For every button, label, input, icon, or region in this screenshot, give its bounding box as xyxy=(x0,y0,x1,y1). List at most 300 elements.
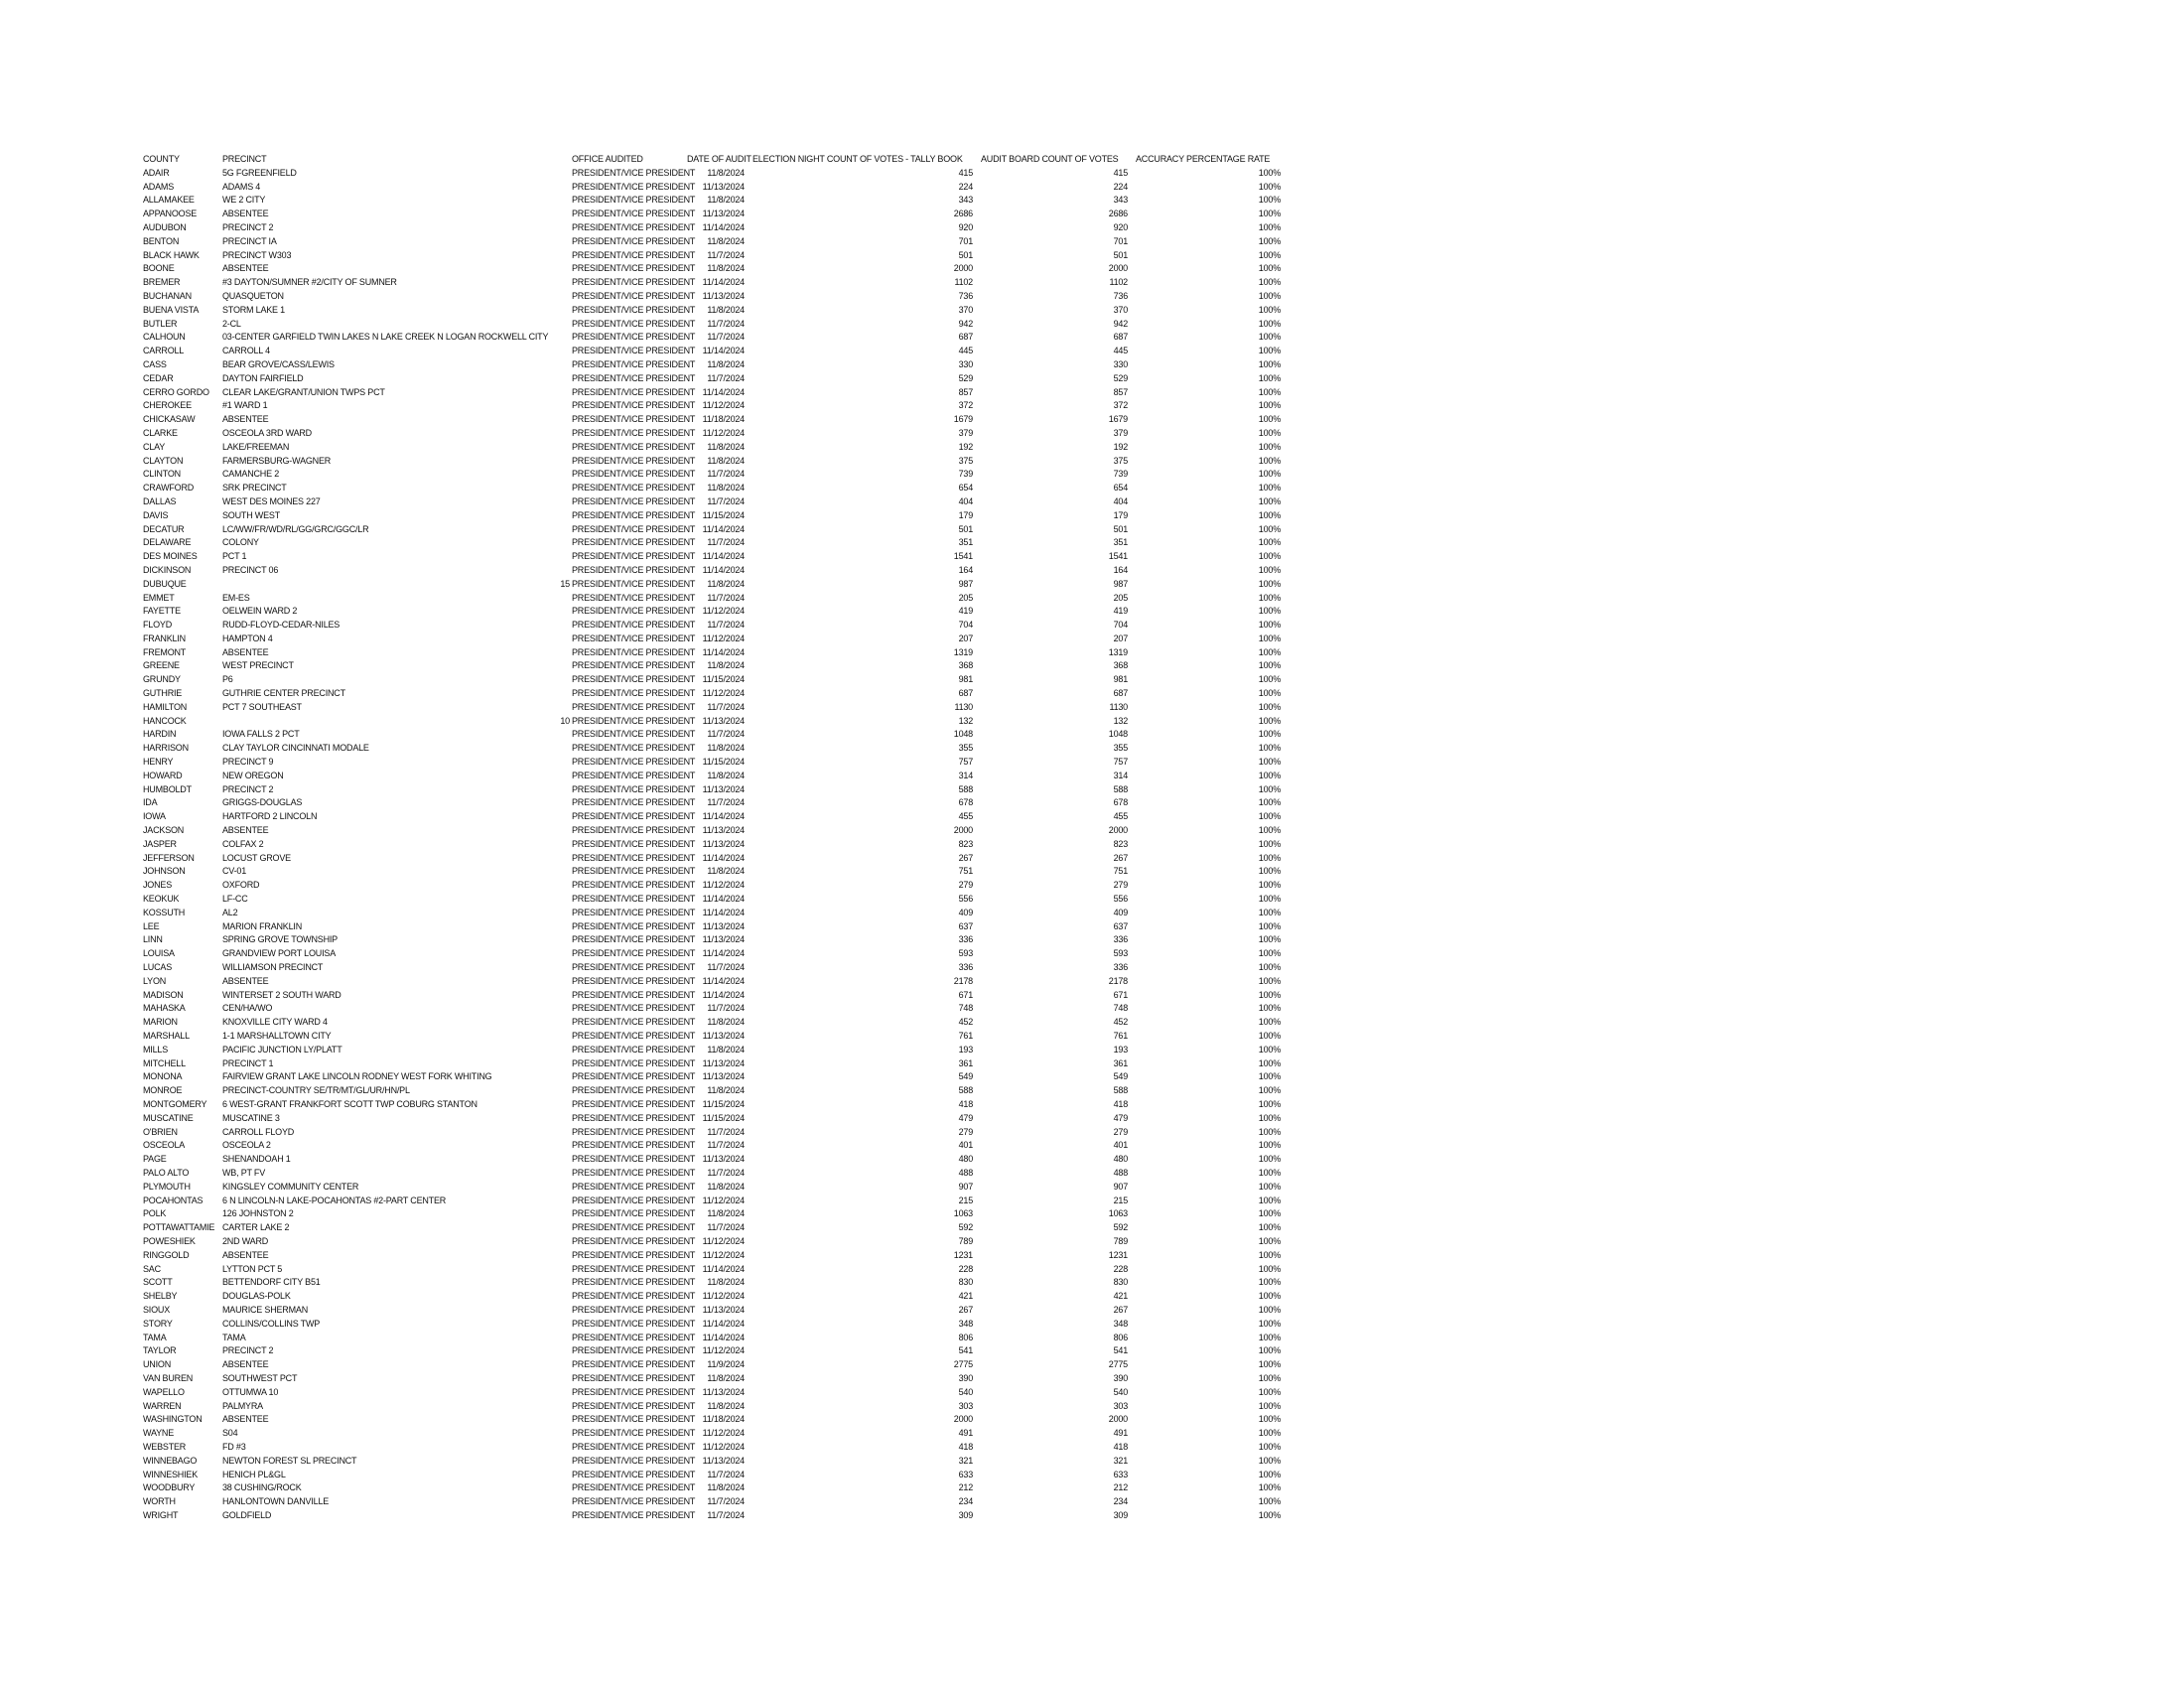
date-cell: 11/12/2024 xyxy=(702,688,745,699)
accuracy-cell: 100% xyxy=(1258,414,1281,425)
note-cell xyxy=(556,989,572,1003)
table-row xyxy=(143,413,1281,427)
date-cell: 11/14/2024 xyxy=(702,646,745,657)
precinct-header: PRECINCT xyxy=(222,154,267,164)
accuracy-cell: 100% xyxy=(1258,1003,1281,1014)
county-cell: APPANOOSE xyxy=(143,209,198,219)
election-night-count-cell: 368 xyxy=(958,660,973,671)
accuracy-cell: 100% xyxy=(1258,1195,1281,1205)
county-cell: HARRISON xyxy=(143,743,189,754)
office-cell: PRESIDENT/VICE PRESIDENT xyxy=(572,564,696,575)
accuracy-cell: 100% xyxy=(1258,441,1281,452)
precinct-cell: ABSENTEE xyxy=(222,209,269,219)
table-row xyxy=(143,578,1281,592)
audit-board-count-cell: 592 xyxy=(1113,1222,1128,1233)
audit-board-count-cell: 267 xyxy=(1113,852,1128,863)
table-row xyxy=(143,879,1281,893)
accuracy-cell: 100% xyxy=(1258,263,1281,274)
note-cell xyxy=(556,756,572,770)
table-row xyxy=(143,1332,1281,1345)
county-cell: LEE xyxy=(143,920,160,931)
table-row xyxy=(143,1030,1281,1044)
election-night-count-cell: 132 xyxy=(958,715,973,726)
date-cell: 11/7/2024 xyxy=(707,1003,745,1014)
election-night-count-cell: 336 xyxy=(958,934,973,945)
audit-board-count-cell: 549 xyxy=(1113,1071,1128,1082)
audit-board-count-cell: 330 xyxy=(1113,358,1128,369)
audit-board-count-cell: 355 xyxy=(1113,743,1128,754)
accuracy-cell: 100% xyxy=(1258,564,1281,575)
date-cell: 11/13/2024 xyxy=(702,1304,745,1315)
county-cell: DECATUR xyxy=(143,523,185,534)
note-cell xyxy=(556,633,572,646)
date-cell: 11/7/2024 xyxy=(707,1140,745,1151)
county-cell: CRAWFORD xyxy=(143,483,195,493)
date-cell: 11/13/2024 xyxy=(702,209,745,219)
audit-board-count-cell: 234 xyxy=(1113,1496,1128,1507)
election-night-count-cell: 633 xyxy=(958,1469,973,1479)
precinct-cell: 38 CUSHING/ROCK xyxy=(222,1482,302,1493)
accuracy-cell: 100% xyxy=(1258,1496,1281,1507)
note-cell xyxy=(556,728,572,742)
table-row xyxy=(143,1344,1281,1358)
note-cell xyxy=(556,605,572,619)
election-night-count-cell: 1319 xyxy=(953,646,973,657)
date-cell: 11/13/2024 xyxy=(702,1386,745,1397)
office-cell: PRESIDENT/VICE PRESIDENT xyxy=(572,221,696,232)
precinct-cell: NEW OREGON xyxy=(222,770,284,780)
accuracy-cell: 100% xyxy=(1258,620,1281,631)
accuracy-cell: 100% xyxy=(1258,1263,1281,1274)
accuracy-cell: 100% xyxy=(1258,1017,1281,1028)
table-row xyxy=(143,564,1281,578)
table-row xyxy=(143,1044,1281,1057)
date-cell: 11/12/2024 xyxy=(702,400,745,411)
election-night-count-cell: 907 xyxy=(958,1181,973,1192)
table-row xyxy=(143,659,1281,673)
table-row xyxy=(143,1057,1281,1071)
precinct-cell: PRECINCT 2 xyxy=(222,783,274,794)
audit-board-count-cell: 279 xyxy=(1113,1126,1128,1137)
table-row xyxy=(143,1126,1281,1140)
audit-board-count-cell: 761 xyxy=(1113,1031,1128,1041)
precinct-cell: FD #3 xyxy=(222,1441,246,1452)
audit-board-count-cell: 736 xyxy=(1113,290,1128,301)
election-night-count-cell: 761 xyxy=(958,1031,973,1041)
accuracy-cell: 100% xyxy=(1258,1318,1281,1329)
note-cell xyxy=(556,1030,572,1044)
date-cell: 11/8/2024 xyxy=(707,1372,745,1383)
accuracy-cell: 100% xyxy=(1258,1386,1281,1397)
accuracy-cell: 100% xyxy=(1258,1031,1281,1041)
date-cell: 11/8/2024 xyxy=(707,1181,745,1192)
audit-board-count-cell: 418 xyxy=(1113,1441,1128,1452)
county-cell: TAMA xyxy=(143,1332,167,1342)
date-cell: 11/14/2024 xyxy=(702,1332,745,1342)
office-cell: PRESIDENT/VICE PRESIDENT xyxy=(572,757,696,768)
office-cell: PRESIDENT/VICE PRESIDENT xyxy=(572,633,696,643)
office-cell: PRESIDENT/VICE PRESIDENT xyxy=(572,414,696,425)
date-cell: 11/14/2024 xyxy=(702,975,745,986)
accuracy-cell: 100% xyxy=(1258,469,1281,480)
office-cell: PRESIDENT/VICE PRESIDENT xyxy=(572,1428,696,1439)
note-cell xyxy=(556,920,572,934)
date-cell: 11/7/2024 xyxy=(707,332,745,343)
audit-board-count-cell: 193 xyxy=(1113,1044,1128,1055)
county-cell: MONROE xyxy=(143,1085,183,1096)
date-cell: 11/12/2024 xyxy=(702,606,745,617)
accuracy-cell: 100% xyxy=(1258,509,1281,520)
date-cell: 11/14/2024 xyxy=(702,811,745,822)
office-cell: PRESIDENT/VICE PRESIDENT xyxy=(572,592,696,603)
date-cell: 11/8/2024 xyxy=(707,770,745,780)
accuracy-cell: 100% xyxy=(1258,660,1281,671)
election-night-count-cell: 267 xyxy=(958,1304,973,1315)
date-cell: 11/15/2024 xyxy=(702,509,745,520)
accuracy-cell: 100% xyxy=(1258,757,1281,768)
county-cell: ALLAMAKEE xyxy=(143,195,195,206)
county-cell: POTTAWATTAMIE xyxy=(143,1222,215,1233)
county-cell: CASS xyxy=(143,358,167,369)
precinct-cell xyxy=(222,715,556,729)
audit-board-count-cell: 228 xyxy=(1113,1263,1128,1274)
precinct-cell: SPRING GROVE TOWNSHIP xyxy=(222,934,338,945)
note-cell xyxy=(556,673,572,687)
county-cell: SCOTT xyxy=(143,1277,173,1288)
date-cell: 11/8/2024 xyxy=(707,483,745,493)
table-row xyxy=(143,1016,1281,1030)
audit-board-count-cell: 541 xyxy=(1113,1345,1128,1356)
county-cell: SHELBY xyxy=(143,1291,178,1302)
date-cell: 11/8/2024 xyxy=(707,1017,745,1028)
audit-board-count-cell: 540 xyxy=(1113,1386,1128,1397)
accuracy-cell: 100% xyxy=(1258,455,1281,466)
election-night-count-cell: 418 xyxy=(958,1098,973,1109)
county-cell: IDA xyxy=(143,797,158,808)
note-cell xyxy=(556,1469,572,1482)
table-row xyxy=(143,1002,1281,1016)
note-cell xyxy=(556,564,572,578)
table-row xyxy=(143,865,1281,879)
note-cell xyxy=(556,1263,572,1277)
county-header: COUNTY xyxy=(143,154,180,164)
table-row xyxy=(143,386,1281,400)
precinct-cell: PRECINCT 06 xyxy=(222,564,279,575)
office-cell: PRESIDENT/VICE PRESIDENT xyxy=(572,1469,696,1479)
precinct-cell: COLFAX 2 xyxy=(222,838,264,849)
audit-board-count-cell: 2000 xyxy=(1108,263,1128,274)
office-cell: PRESIDENT/VICE PRESIDENT xyxy=(572,948,696,959)
election-night-count-cell: 501 xyxy=(958,249,973,260)
office-cell: PRESIDENT/VICE PRESIDENT xyxy=(572,989,696,1000)
table-row xyxy=(143,1358,1281,1372)
table-row xyxy=(143,1427,1281,1441)
office-cell: PRESIDENT/VICE PRESIDENT xyxy=(572,1414,696,1425)
date-cell: 11/14/2024 xyxy=(702,852,745,863)
county-cell: JOHNSON xyxy=(143,866,186,877)
audit-board-count-cell: 419 xyxy=(1113,606,1128,617)
office-cell: PRESIDENT/VICE PRESIDENT xyxy=(572,304,696,315)
county-cell: FRANKLIN xyxy=(143,633,186,643)
precinct-cell: PRECINCT 1 xyxy=(222,1057,274,1068)
accuracy-cell: 100% xyxy=(1258,1167,1281,1178)
audit-board-count-cell: 224 xyxy=(1113,181,1128,192)
precinct-cell: CAMANCHE 2 xyxy=(222,469,280,480)
date-cell: 11/13/2024 xyxy=(702,838,745,849)
table-row xyxy=(143,1481,1281,1495)
precinct-cell: 6 N LINCOLN-N LAKE-POCAHONTAS #2-PART CENTER xyxy=(222,1195,447,1205)
precinct-cell: EM-ES xyxy=(222,592,250,603)
audit-board-count-cell: 480 xyxy=(1113,1154,1128,1165)
audit-board-count-cell: 751 xyxy=(1113,866,1128,877)
date-cell: 11/8/2024 xyxy=(707,578,745,589)
county-cell: CLAY xyxy=(143,441,166,452)
election-night-count-cell: 592 xyxy=(958,1222,973,1233)
election-night-count-cell: 1541 xyxy=(953,551,973,562)
table-row xyxy=(143,523,1281,537)
office-cell: PRESIDENT/VICE PRESIDENT xyxy=(572,1372,696,1383)
accuracy-cell: 100% xyxy=(1258,975,1281,986)
accuracy-cell: 100% xyxy=(1258,715,1281,726)
audit-board-count-cell: 1679 xyxy=(1108,414,1128,425)
note-cell xyxy=(556,1358,572,1372)
office-cell: PRESIDENT/VICE PRESIDENT xyxy=(572,1332,696,1342)
accuracy-cell: 100% xyxy=(1258,1509,1281,1520)
note-cell xyxy=(556,441,572,455)
election-night-count-cell: 920 xyxy=(958,221,973,232)
table-row xyxy=(143,907,1281,920)
note-cell xyxy=(556,249,572,263)
note-cell xyxy=(556,1276,572,1290)
date-cell: 11/12/2024 xyxy=(702,1291,745,1302)
election-night-count-cell: 748 xyxy=(958,1003,973,1014)
election-night-count-cell: 351 xyxy=(958,537,973,548)
date-cell: 11/8/2024 xyxy=(707,358,745,369)
table-row xyxy=(143,852,1281,866)
election-night-count-cell: 375 xyxy=(958,455,973,466)
date-cell: 11/8/2024 xyxy=(707,235,745,246)
precinct-cell: TAMA xyxy=(222,1332,246,1342)
precinct-cell: KINGSLEY COMMUNITY CENTER xyxy=(222,1181,359,1192)
county-cell: CLARKE xyxy=(143,427,178,438)
election-night-count-cell: 215 xyxy=(958,1195,973,1205)
election-night-count-cell: 179 xyxy=(958,509,973,520)
accuracy-cell: 100% xyxy=(1258,1222,1281,1233)
precinct-cell: MARION FRANKLIN xyxy=(222,920,303,931)
precinct-cell: PRECINCT 9 xyxy=(222,757,274,768)
audit-board-count-cell: 205 xyxy=(1113,592,1128,603)
table-row xyxy=(143,1276,1281,1290)
note-cell xyxy=(556,1084,572,1098)
accuracy-cell: 100% xyxy=(1258,495,1281,506)
election-night-count-cell: 540 xyxy=(958,1386,973,1397)
precinct-cell: DAYTON FAIRFIELD xyxy=(222,372,304,383)
county-cell: KEOKUK xyxy=(143,894,180,905)
note-cell xyxy=(556,646,572,660)
accuracy-cell: 100% xyxy=(1258,372,1281,383)
date-cell: 11/7/2024 xyxy=(707,1126,745,1137)
precinct-cell: 5G FGREENFIELD xyxy=(222,167,297,178)
precinct-cell: GRIGGS-DOUGLAS xyxy=(222,797,303,808)
county-cell: MONONA xyxy=(143,1071,183,1082)
accuracy-cell: 100% xyxy=(1258,1372,1281,1383)
election-night-count-cell: 445 xyxy=(958,346,973,356)
precinct-cell: FARMERSBURG-WAGNER xyxy=(222,455,332,466)
audit-board-count-cell: 212 xyxy=(1113,1482,1128,1493)
note-cell xyxy=(556,742,572,756)
note-cell xyxy=(556,482,572,495)
audit-board-count-cell: 179 xyxy=(1113,509,1128,520)
precinct-cell: CARROLL FLOYD xyxy=(222,1126,295,1137)
office-cell: PRESIDENT/VICE PRESIDENT xyxy=(572,1386,696,1397)
office-cell: PRESIDENT/VICE PRESIDENT xyxy=(572,1195,696,1205)
note-cell xyxy=(556,1481,572,1495)
county-cell: FREMONT xyxy=(143,646,187,657)
audit-board-count-cell: 361 xyxy=(1113,1057,1128,1068)
accuracy-cell: 100% xyxy=(1258,1181,1281,1192)
audit-board-count-cell: 452 xyxy=(1113,1017,1128,1028)
office-cell: PRESIDENT/VICE PRESIDENT xyxy=(572,797,696,808)
table-row xyxy=(143,701,1281,715)
county-cell: WINNEBAGO xyxy=(143,1455,198,1466)
office-cell: PRESIDENT/VICE PRESIDENT xyxy=(572,483,696,493)
table-row xyxy=(143,796,1281,810)
date-cell: 11/12/2024 xyxy=(702,427,745,438)
precinct-cell: LOCUST GROVE xyxy=(222,852,291,863)
date-cell: 11/8/2024 xyxy=(707,195,745,206)
election-night-count-cell: 228 xyxy=(958,1263,973,1274)
office-header: OFFICE AUDITED xyxy=(572,154,643,164)
county-cell: WARREN xyxy=(143,1400,182,1411)
audit-board-count-cell: 704 xyxy=(1113,620,1128,631)
precinct-cell: S04 xyxy=(222,1428,238,1439)
audit-board-count-cell: 501 xyxy=(1113,523,1128,534)
precinct-cell: WINTERSET 2 SOUTH WARD xyxy=(222,989,341,1000)
office-cell: PRESIDENT/VICE PRESIDENT xyxy=(572,167,696,178)
office-cell: PRESIDENT/VICE PRESIDENT xyxy=(572,606,696,617)
precinct-cell: ABSENTEE xyxy=(222,646,269,657)
accuracy-cell: 100% xyxy=(1258,1126,1281,1137)
election-night-count-cell: 279 xyxy=(958,1126,973,1137)
table-row xyxy=(143,276,1281,290)
county-cell: GREENE xyxy=(143,660,180,671)
county-cell: CERRO GORDO xyxy=(143,386,209,397)
date-cell: 11/7/2024 xyxy=(707,1167,745,1178)
office-cell: PRESIDENT/VICE PRESIDENT xyxy=(572,249,696,260)
audit-board-count-cell: 2686 xyxy=(1108,209,1128,219)
accuracy-cell: 100% xyxy=(1258,1482,1281,1493)
accuracy-cell: 100% xyxy=(1258,346,1281,356)
precinct-cell: 1-1 MARSHALLTOWN CITY xyxy=(222,1031,332,1041)
note-cell xyxy=(556,659,572,673)
date-cell: 11/8/2024 xyxy=(707,866,745,877)
note-cell xyxy=(556,1002,572,1016)
audit-board-count-cell: 654 xyxy=(1113,483,1128,493)
election-night-count-cell: 379 xyxy=(958,427,973,438)
office-cell: PRESIDENT/VICE PRESIDENT xyxy=(572,866,696,877)
audit-board-count-cell: 920 xyxy=(1113,221,1128,232)
note-cell xyxy=(556,1195,572,1208)
table-row xyxy=(143,1372,1281,1386)
office-cell: PRESIDENT/VICE PRESIDENT xyxy=(572,962,696,973)
table-row xyxy=(143,455,1281,469)
note-cell xyxy=(556,304,572,318)
audit-board-count-cell: 687 xyxy=(1113,332,1128,343)
note-cell xyxy=(556,1509,572,1523)
table-row xyxy=(143,372,1281,386)
accuracy-cell: 100% xyxy=(1258,427,1281,438)
note-cell xyxy=(556,523,572,537)
header-row xyxy=(143,153,1281,167)
accuracy-cell: 100% xyxy=(1258,1154,1281,1165)
office-cell: PRESIDENT/VICE PRESIDENT xyxy=(572,537,696,548)
precinct-cell: IOWA FALLS 2 PCT xyxy=(222,729,300,740)
audit-board-count-cell: 907 xyxy=(1113,1181,1128,1192)
office-cell: PRESIDENT/VICE PRESIDENT xyxy=(572,1154,696,1165)
precinct-cell xyxy=(222,578,556,592)
office-cell: PRESIDENT/VICE PRESIDENT xyxy=(572,838,696,849)
date-cell: 11/13/2024 xyxy=(702,825,745,836)
audit-board-count-cell: 348 xyxy=(1113,1318,1128,1329)
table-row xyxy=(143,358,1281,372)
note-cell xyxy=(556,1181,572,1195)
table-row xyxy=(143,1509,1281,1523)
election-night-count-cell: 704 xyxy=(958,620,973,631)
office-cell: PRESIDENT/VICE PRESIDENT xyxy=(572,770,696,780)
election-night-count-cell: 491 xyxy=(958,1428,973,1439)
precinct-cell: LF-CC xyxy=(222,894,248,905)
audit-board-count-cell: 421 xyxy=(1113,1291,1128,1302)
county-cell: TAYLOR xyxy=(143,1345,177,1356)
accuracy-cell: 100% xyxy=(1258,290,1281,301)
accuracy-cell: 100% xyxy=(1258,209,1281,219)
date-cell: 11/14/2024 xyxy=(702,1318,745,1329)
county-cell: MARSHALL xyxy=(143,1031,190,1041)
audit-board-count-cell: 637 xyxy=(1113,920,1128,931)
audit-board-count-cell: 455 xyxy=(1113,811,1128,822)
note-cell xyxy=(556,495,572,509)
accuracy-cell: 100% xyxy=(1258,277,1281,288)
date-cell: 11/8/2024 xyxy=(707,1208,745,1219)
election-night-count-cell: 1130 xyxy=(954,701,973,712)
note-cell xyxy=(556,975,572,989)
date-cell: 11/13/2024 xyxy=(702,920,745,931)
accuracy-cell: 100% xyxy=(1258,304,1281,315)
accuracy-cell: 100% xyxy=(1258,989,1281,1000)
table-row xyxy=(143,235,1281,249)
note-cell xyxy=(556,194,572,208)
date-cell: 11/8/2024 xyxy=(707,1277,745,1288)
accuracy-header: ACCURACY PERCENTAGE RATE xyxy=(1136,154,1271,164)
accuracy-cell: 100% xyxy=(1258,1428,1281,1439)
note-cell xyxy=(556,1318,572,1332)
note-cell xyxy=(556,1400,572,1414)
audit-board-count-cell: 336 xyxy=(1113,934,1128,945)
accuracy-cell: 100% xyxy=(1258,386,1281,397)
note-cell xyxy=(556,413,572,427)
office-cell: PRESIDENT/VICE PRESIDENT xyxy=(572,1235,696,1246)
note-cell xyxy=(556,879,572,893)
table-row xyxy=(143,167,1281,181)
office-cell: PRESIDENT/VICE PRESIDENT xyxy=(572,1496,696,1507)
county-cell: GUTHRIE xyxy=(143,688,183,699)
accuracy-cell: 100% xyxy=(1258,948,1281,959)
date-cell: 11/15/2024 xyxy=(702,1112,745,1123)
accuracy-cell: 100% xyxy=(1258,825,1281,836)
date-cell: 11/8/2024 xyxy=(707,1482,745,1493)
accuracy-cell: 100% xyxy=(1258,318,1281,329)
precinct-cell: NEWTON FOREST SL PRECINCT xyxy=(222,1455,357,1466)
